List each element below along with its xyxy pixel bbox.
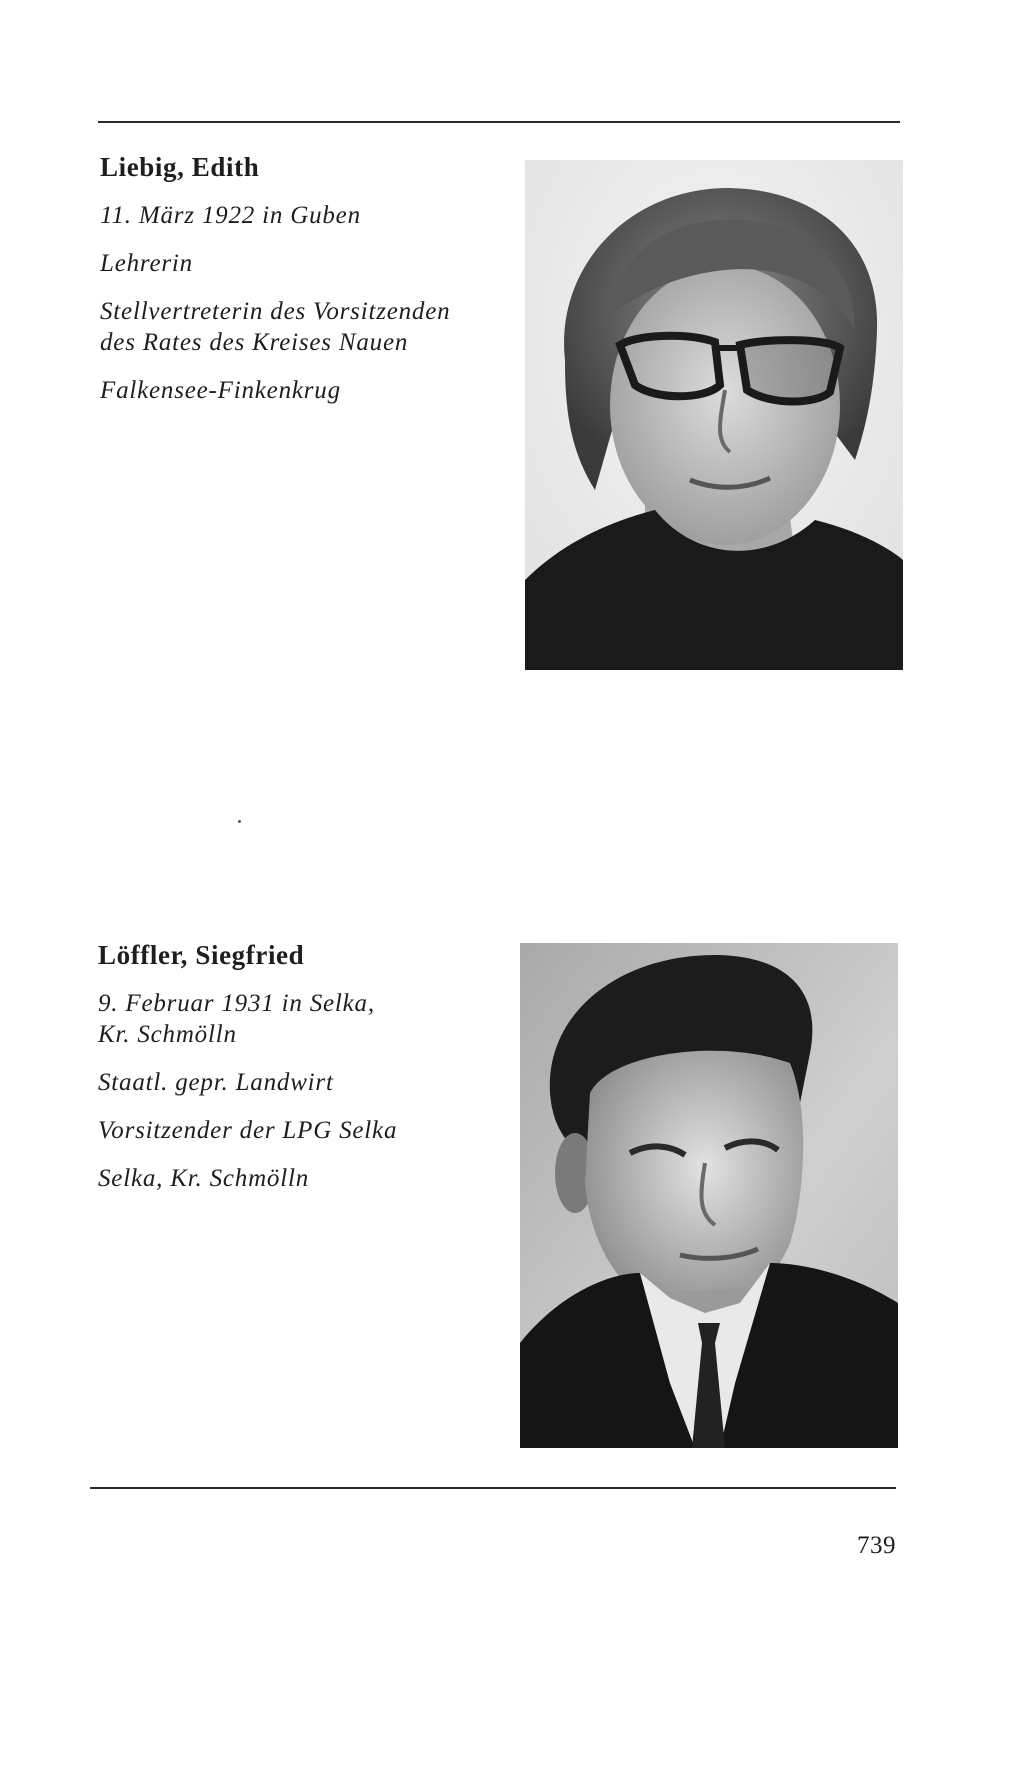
portrait-photo-icon xyxy=(520,943,898,1448)
entry-birth: 11. März 1922 in Guben xyxy=(100,202,361,229)
entry-liebig xyxy=(100,150,520,423)
entry-birth xyxy=(98,988,518,1050)
paper-speck xyxy=(238,820,241,823)
entry-profession: Lehrerin xyxy=(100,250,193,277)
entry-position: Vorsitzender der LPG Selka xyxy=(98,1117,398,1144)
entry-name: Liebig, Edith xyxy=(100,152,260,182)
entry-residence: Selka, Kr. Schmölln xyxy=(98,1165,310,1192)
portrait-photo-loeffler xyxy=(520,943,898,1448)
page-number: 739 xyxy=(857,1532,896,1559)
entry-loeffler xyxy=(98,938,518,1211)
bottom-rule xyxy=(90,1487,896,1489)
entry-position xyxy=(100,296,520,358)
portrait-photo-icon xyxy=(525,160,903,670)
entry-position-line2: des Rates des Kreises Nauen xyxy=(100,329,409,356)
portrait-photo-liebig xyxy=(525,160,903,670)
entry-birth-line2: Kr. Schmölln xyxy=(98,1021,237,1048)
entry-birth-line1: 9. Februar 1931 in Selka, xyxy=(98,990,375,1017)
entry-name: Löffler, Siegfried xyxy=(98,940,305,970)
entry-residence: Falkensee-Finkenkrug xyxy=(100,377,341,404)
top-rule xyxy=(98,121,900,123)
entry-profession: Staatl. gepr. Landwirt xyxy=(98,1069,334,1096)
entry-position-line1: Stellvertreterin des Vorsitzenden xyxy=(100,298,451,325)
